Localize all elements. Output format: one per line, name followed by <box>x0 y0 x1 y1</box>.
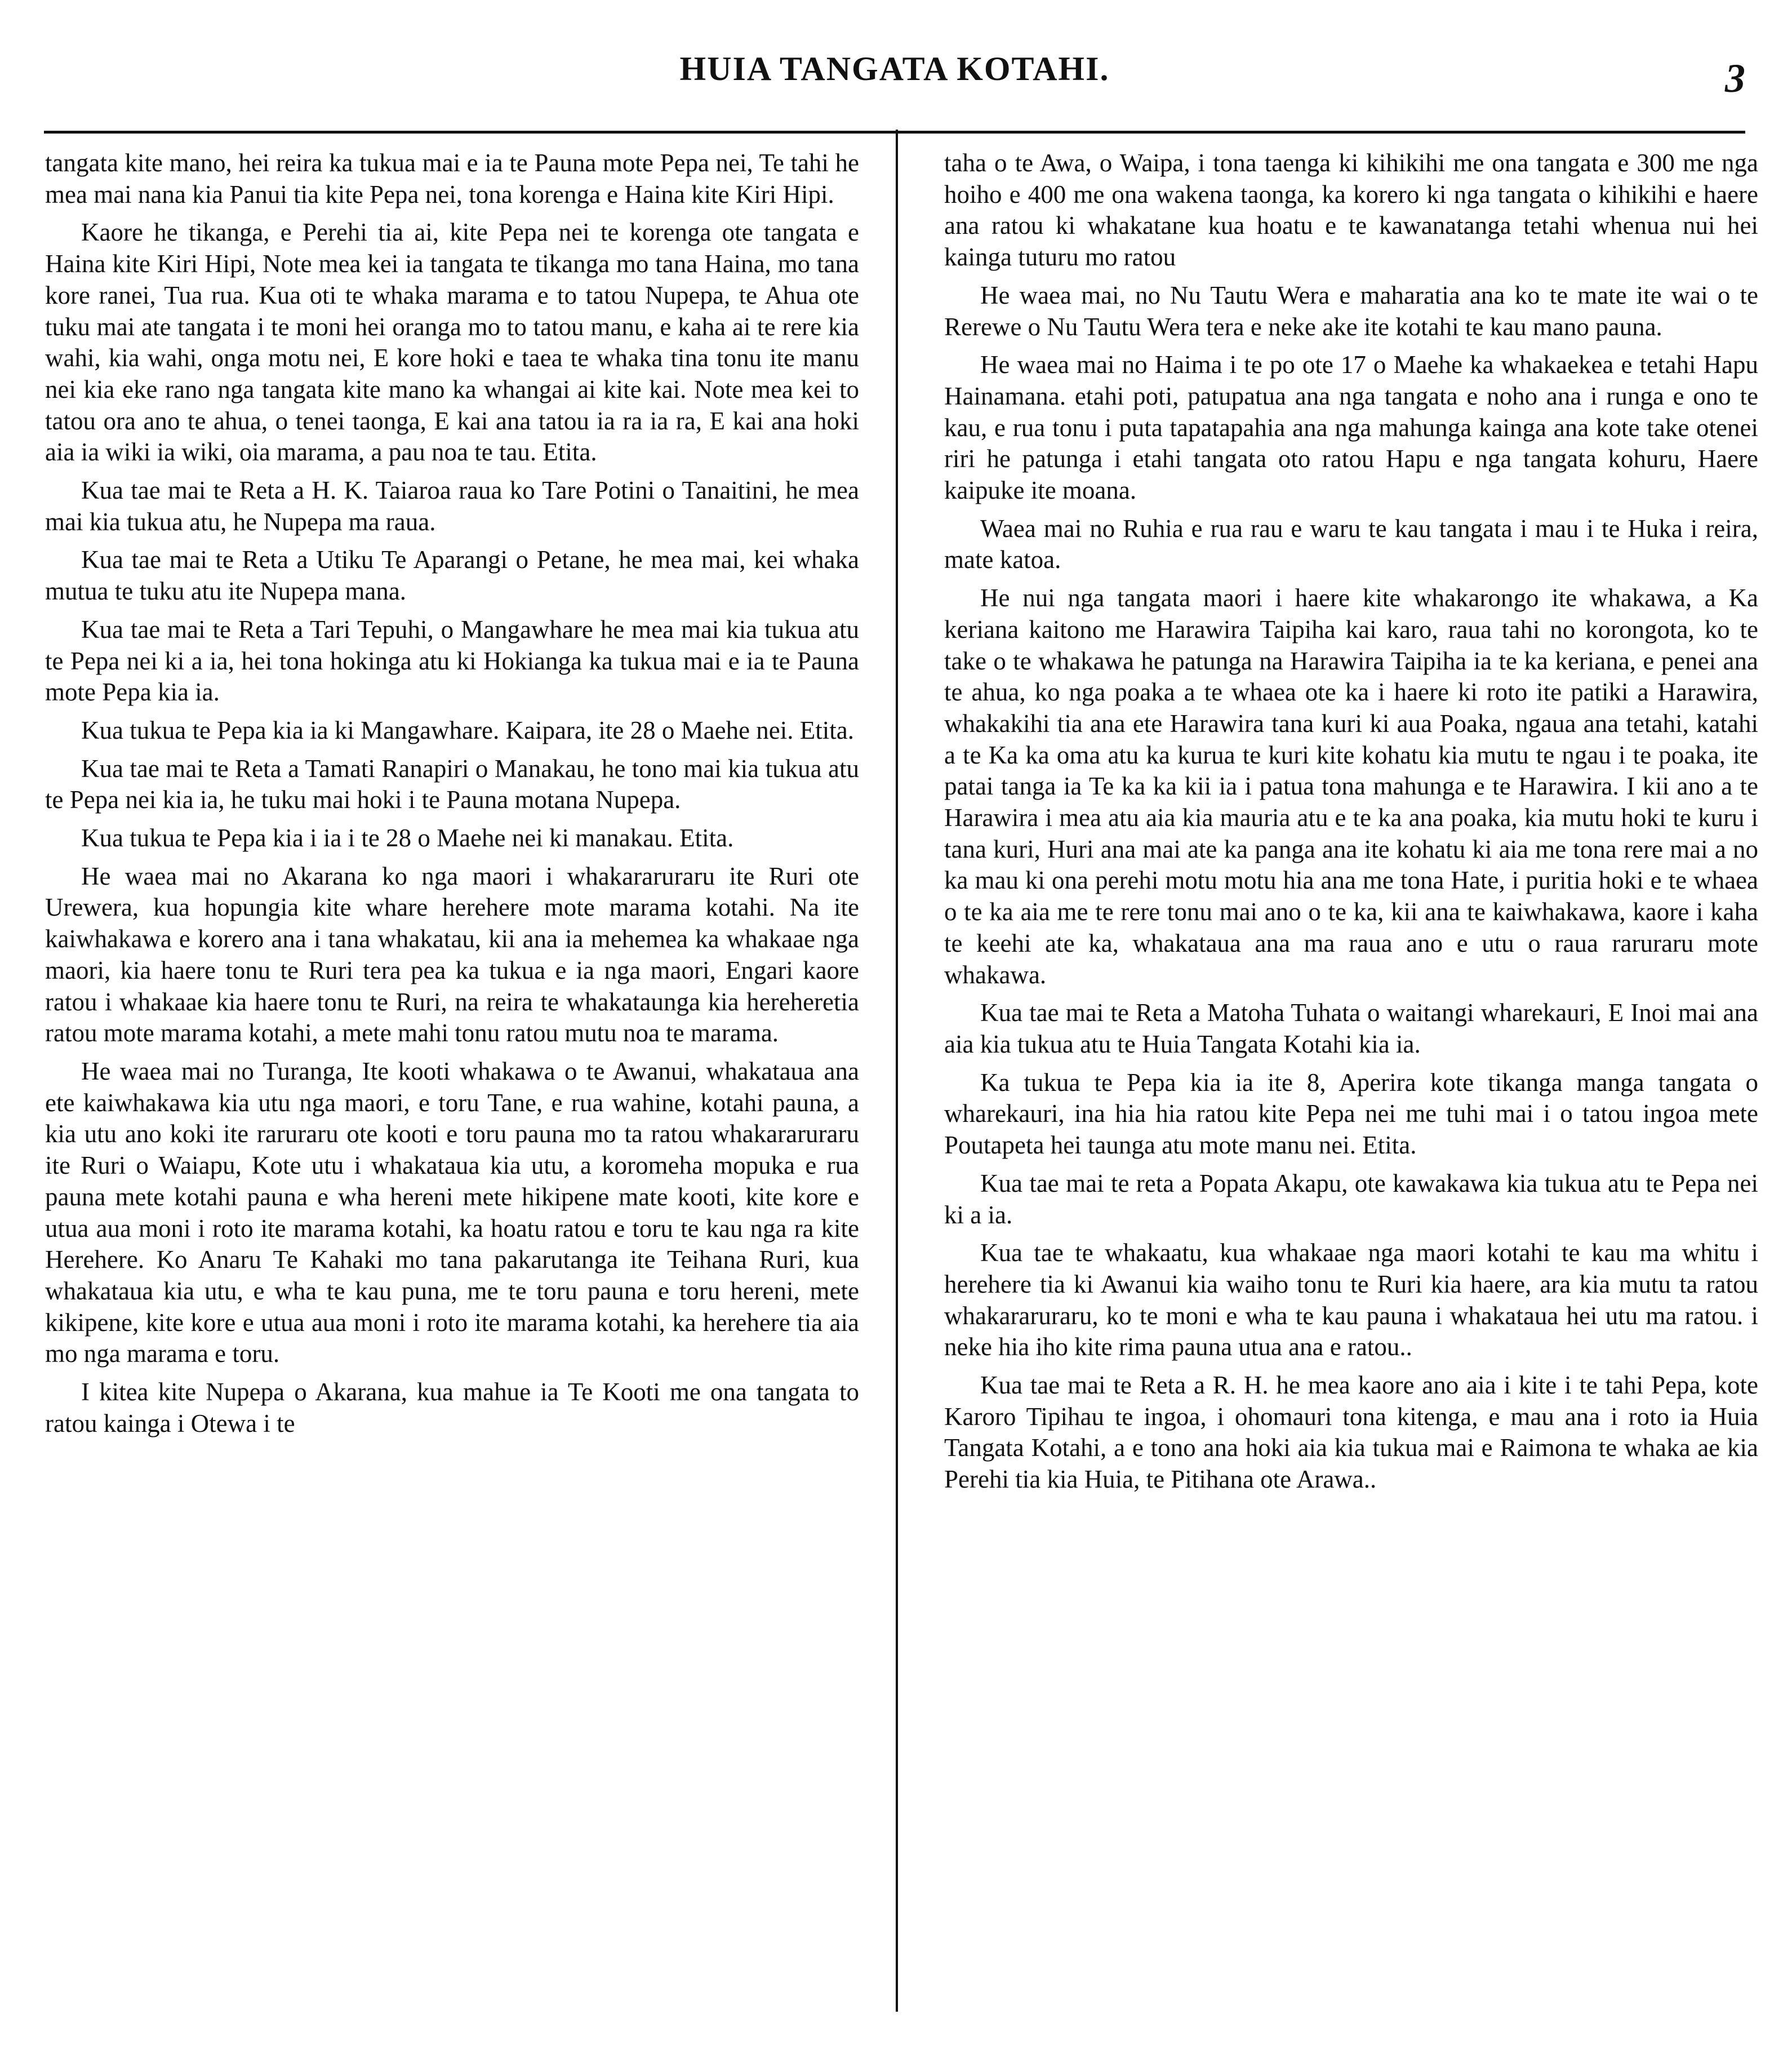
paragraph: taha o te Awa, o Waipa, i tona taenga ki kihikihi me ona tangata e 300 me nga hoiho e 400 me ona wakena taonga, ka korero ki nga tangata o kihikihi e haere ana ratou ki whakatane kua hoatu e te kawanatanga tetahi whenua nui hei kainga tuturu mo ratou <box>944 149 1758 272</box>
paragraph: Ka tukua te Pepa kia ia ite 8, Aperira kote tikanga manga tangata o wharekauri, ina hia hia ratou kite Pepa nei me tuhi mai i o tatou ingoa mete Poutapeta hei taunga atu mote manu nei. Etita. <box>944 1068 1758 1160</box>
column-divider <box>896 130 898 2012</box>
paragraph: Kua tae te whakaatu, kua whakaae nga maori kotahi te kau ma whitu i herehere tia ki Awanui kia waiho tonu te Ruri kia haere, ara kia mutu ta ratou whakararuraru, ko te moni e wha te kau pauna i whakataua hei utu ma ratou. i neke hia iho kite rima pauna utua ana e ratou.. <box>944 1239 1758 1361</box>
paragraph: Kua tae mai te Reta a Tari Tepuhi, o Mangawhare he mea mai kia tukua atu te Pepa nei ki a ia, hei tona hokinga atu ki Hokianga ka tukua mai e ia te Pauna mote Pepa kia ia. <box>45 615 859 707</box>
paragraph: Kua tae mai te Reta a H. K. Taiaroa raua ko Tare Potini o Tanaitini, he mea mai kia tukua atu, he Nupepa ma raua. <box>45 476 859 536</box>
paragraph: He nui nga tangata maori i haere kite whakarongo ite whakawa, a Ka keriana kaitono me Harawira Taipiha kai karo, raua tahi no korongota, ko te take o te whakawa he patunga na Harawira Taipiha ia te ka keriana, e penei ana te ahua, ko nga poaka a te whaea ote ka i haere ki roto ite patiki a Harawira, whakakihi tia ana ete Harawira tana kuri ki aua Poaka, ngaua ana tetahi, katahi a te Ka ka oma atu ka kurua te kuri kite kohatu kia mutu te ngau i te poaka, ite patai tanga ia Te ka ka kii ia i patua tona mahunga e te Harawira. I kii ano a te Harawira i mea atu aia kia mauria atu e te ka ana poaka, kia mutu hoki te kuru i tana kuri, Huri ana mai ate ka panga ana ite kohatu ki aia me tona rere mai a no ka mau ki ona perehi motu motu hia ana me tona Hate, i puritia hoki e te whaea o te ka aia me te rere tonu mai ano o te ka, kii ana te kaiwhakawa, kaore i kaha te keehi ate ka, whakataua ana ma raua ano e utu o raua raruraru mote whakawa. <box>944 584 1758 989</box>
paragraph: He waea mai, no Nu Tautu Wera e maharatia ana ko te mate ite wai o te Rerewe o Nu Tautu Wera tera e neke ake ite kotahi te kau mano pauna. <box>944 281 1758 341</box>
paragraph: I kitea kite Nupepa o Akarana, kua mahue ia Te Kooti me ona tangata to ratou kainga i Otewa i te <box>45 1378 859 1437</box>
paragraph: Kua tae mai te Reta a Tamati Ranapiri o Manakau, he tono mai kia tukua atu te Pepa nei kia ia, he tuku mai hoki i te Pauna motana Nupepa. <box>45 754 859 814</box>
paragraph: He waea mai no Turanga, Ite kooti whakawa o te Awanui, whakataua ana ete kaiwhakawa kia utu nga maori, e toru Tane, e rua wahine, kotahi pauna, a kia utu ano koki ite raruraru ote kooti e toru pauna mo ta ratou whakararuraru ite Ruri o Waiapu, Kote utu i whakataua kia utu, a koromeha mopuka e rua pauna mete kotahi pauna e wha hereni mete hikipene mate kooti, kite kore e utua aua moni i roto ite marama kotahi, ka hoatu ratou e toru te kau nga ra kite Herehere. Ko Anaru Te Kahaki mo tana pakarutanga ite Teihana Ruri, kua whakataua kia utu, e wha te kau puna, me te toru pauna e toru hereni, mete kikipene, kite kore e utua aua moni i roto ite marama kotahi, ka herehere tia aia mo nga marama e toru. <box>45 1057 859 1368</box>
paragraph: Waea mai no Ruhia e rua rau e waru te kau tangata i mau i te Huka i reira, mate katoa. <box>944 514 1758 574</box>
paragraph: He waea mai no Akarana ko nga maori i whakararuraru ite Ruri ote Urewera, kua hopungia kite whare herehere mote marama kotahi. Na ite kaiwhakawa e korero ana i tana whakatau, kii ana ia mehemea ka whakaae nga maori, kia haere tonu te Ruri tera pea ka tukua e ia nga maori, Engari kaore ratou i whakaae kia haere tonu te Ruri, na reira te whakataunga kia hereheretia ratou mote marama kotahi, a mete mahi tonu ratou mutu noa te marama. <box>45 862 859 1048</box>
paragraph: Kua tae mai te reta a Popata Akapu, ote kawakawa kia tukua atu te Pepa nei ki a ia. <box>944 1169 1758 1229</box>
page-header <box>44 50 1745 112</box>
paragraph: Kaore he tikanga, e Perehi tia ai, kite Pepa nei te korenga ote tangata e Haina kite Kiri Hipi, Note mea kei ia tangata te tikanga mo tana Haina, mo tana kore ranei, Tua rua. Kua oti te whaka marama e to tatou Nupepa, te Ahua ote tuku mai ate tangata i te moni hei oranga mo to tatou manu, e kaha ai te rere kia wahi, kia wahi, onga motu nei, E kore hoki e taea te whaka tina tonu ite manu nei kia eke rano nga tangata kite mano ka whangai ai kite kai. Note mea kei to tatou ora ano te ahua, o tenei taonga, E kai ana tatou ia ra ia ra, E kai ana hoki aia ia wiki ia wiki, oia marama, a pau noa te tau. Etita. <box>45 218 859 467</box>
left-column <box>45 148 859 1446</box>
paragraph: tangata kite mano, hei reira ka tukua mai e ia te Pauna mote Pepa nei, Te tahi he mea mai nana kia Panui tia kite Pepa nei, tona korenga e Haina kite Kiri Hipi. <box>45 149 859 208</box>
page-number: 3 <box>1725 56 1745 101</box>
page-title: HUIA TANGATA KOTAHI. <box>679 50 1110 87</box>
right-column <box>944 148 1758 1502</box>
paragraph: He waea mai no Haima i te po ote 17 o Maehe ka whakaekea e tetahi Hapu Hainamana. etahi poti, patupatua ana nga tangata e noho ana i runga e ono te kau, e rua tonu i puta tapatapahia ana nga mahunga kainga ana kote take otenei riri he patunga i etahi tangata oto ratou Hapu e nga tangata kohuru, Haere kaipuke ite moana. <box>944 350 1758 505</box>
paragraph: Kua tukua te Pepa kia i ia i te 28 o Maehe nei ki manakau. Etita. <box>81 824 734 853</box>
header-rule <box>44 131 1745 134</box>
paragraph: Kua tae mai te Reta a Matoha Tuhata o waitangi wharekauri, E Inoi mai ana aia kia tukua atu te Huia Tangata Kotahi kia ia. <box>944 999 1758 1058</box>
paragraph: Kua tae mai te Reta a Utiku Te Aparangi o Petane, he mea mai, kei whaka mutua te tuku atu ite Nupepa mana. <box>45 545 859 606</box>
paragraph: Kua tae mai te Reta a R. H. he mea kaore ano aia i kite i te tahi Pepa, kote Karoro Tipihau te ingoa, i ohomauri tona kitenga, e mau ana i roto ia Huia Tangata Kotahi, a e tono ana hoki aia kia tukua mai e Raimona te whaka ae kia Perehi tia kia Huia, te Pitihana ote Arawa.. <box>944 1371 1758 1494</box>
paragraph: Kua tukua te Pepa kia ia ki Mangawhare. Kaipara, ite 28 o Maehe nei. Etita. <box>81 716 854 744</box>
